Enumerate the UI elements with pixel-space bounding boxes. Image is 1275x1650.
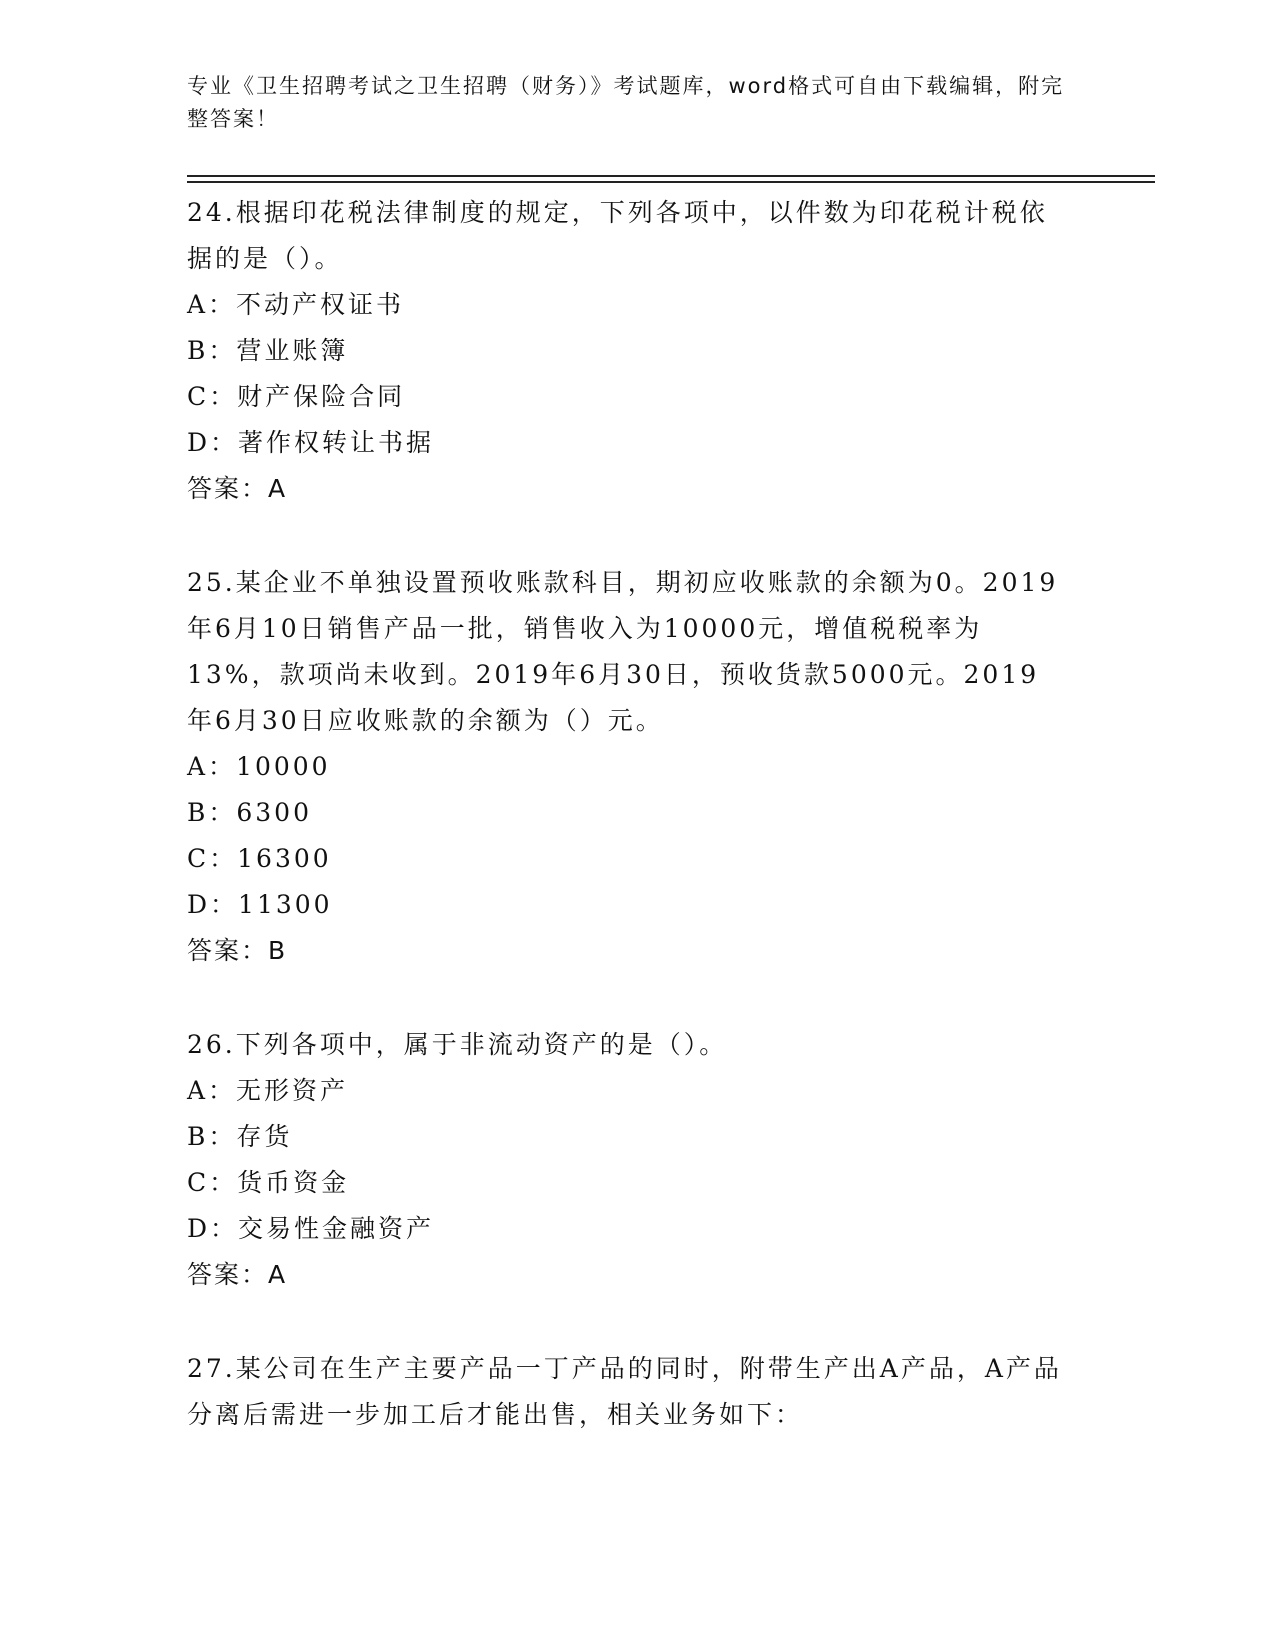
question-26: [187, 1022, 1067, 1298]
option-a: A：10000: [187, 752, 331, 781]
header-divider-top: [187, 175, 1155, 177]
question-list: [187, 190, 1067, 1486]
option-c: C：货币资金: [187, 1168, 350, 1197]
option-c: C：16300: [187, 844, 332, 873]
option-a: A：无形资产: [187, 1076, 349, 1105]
answer-text: 答案：B: [187, 936, 288, 965]
option-d: D：交易性金融资产: [187, 1214, 435, 1243]
question-24: [187, 190, 1067, 512]
option-a: A：不动产权证书: [187, 290, 405, 319]
document-header: [187, 70, 1067, 136]
question-27: [187, 1346, 1067, 1438]
question-stem: 26.下列各项中，属于非流动资产的是（）。: [187, 1030, 728, 1059]
answer-text: 答案：A: [187, 1260, 288, 1289]
header-divider-bottom: [187, 181, 1155, 183]
option-d: D：11300: [187, 890, 333, 919]
answer-text: 答案：A: [187, 474, 288, 503]
question-25: [187, 560, 1067, 974]
option-b: B：存货: [187, 1122, 293, 1151]
question-stem: 25.某企业不单独设置预收账款科目，期初应收账款的余额为0。2019年6月10日销售产品一批，销售收入为10000元，增值税税率为13%，款项尚未收到。2019年6月30日，预收货款5000元。2019年6月30日应收账款的余额为（）元。: [187, 568, 1059, 735]
option-d: D：著作权转让书据: [187, 428, 435, 457]
question-stem: 27.某公司在生产主要产品一丁产品的同时，附带生产出A产品，A产品分离后需进一步加工后才能出售，相关业务如下：: [187, 1354, 1062, 1429]
option-c: C：财产保险合同: [187, 382, 406, 411]
question-stem: 24.根据印花税法律制度的规定，下列各项中，以件数为印花税计税依据的是（）。: [187, 198, 1048, 273]
option-b: B：6300: [187, 798, 312, 827]
option-b: B：营业账簿: [187, 336, 349, 365]
header-text: 专业《卫生招聘考试之卫生招聘（财务）》考试题库，word格式可自由下载编辑，附完整答案！: [187, 74, 1065, 131]
